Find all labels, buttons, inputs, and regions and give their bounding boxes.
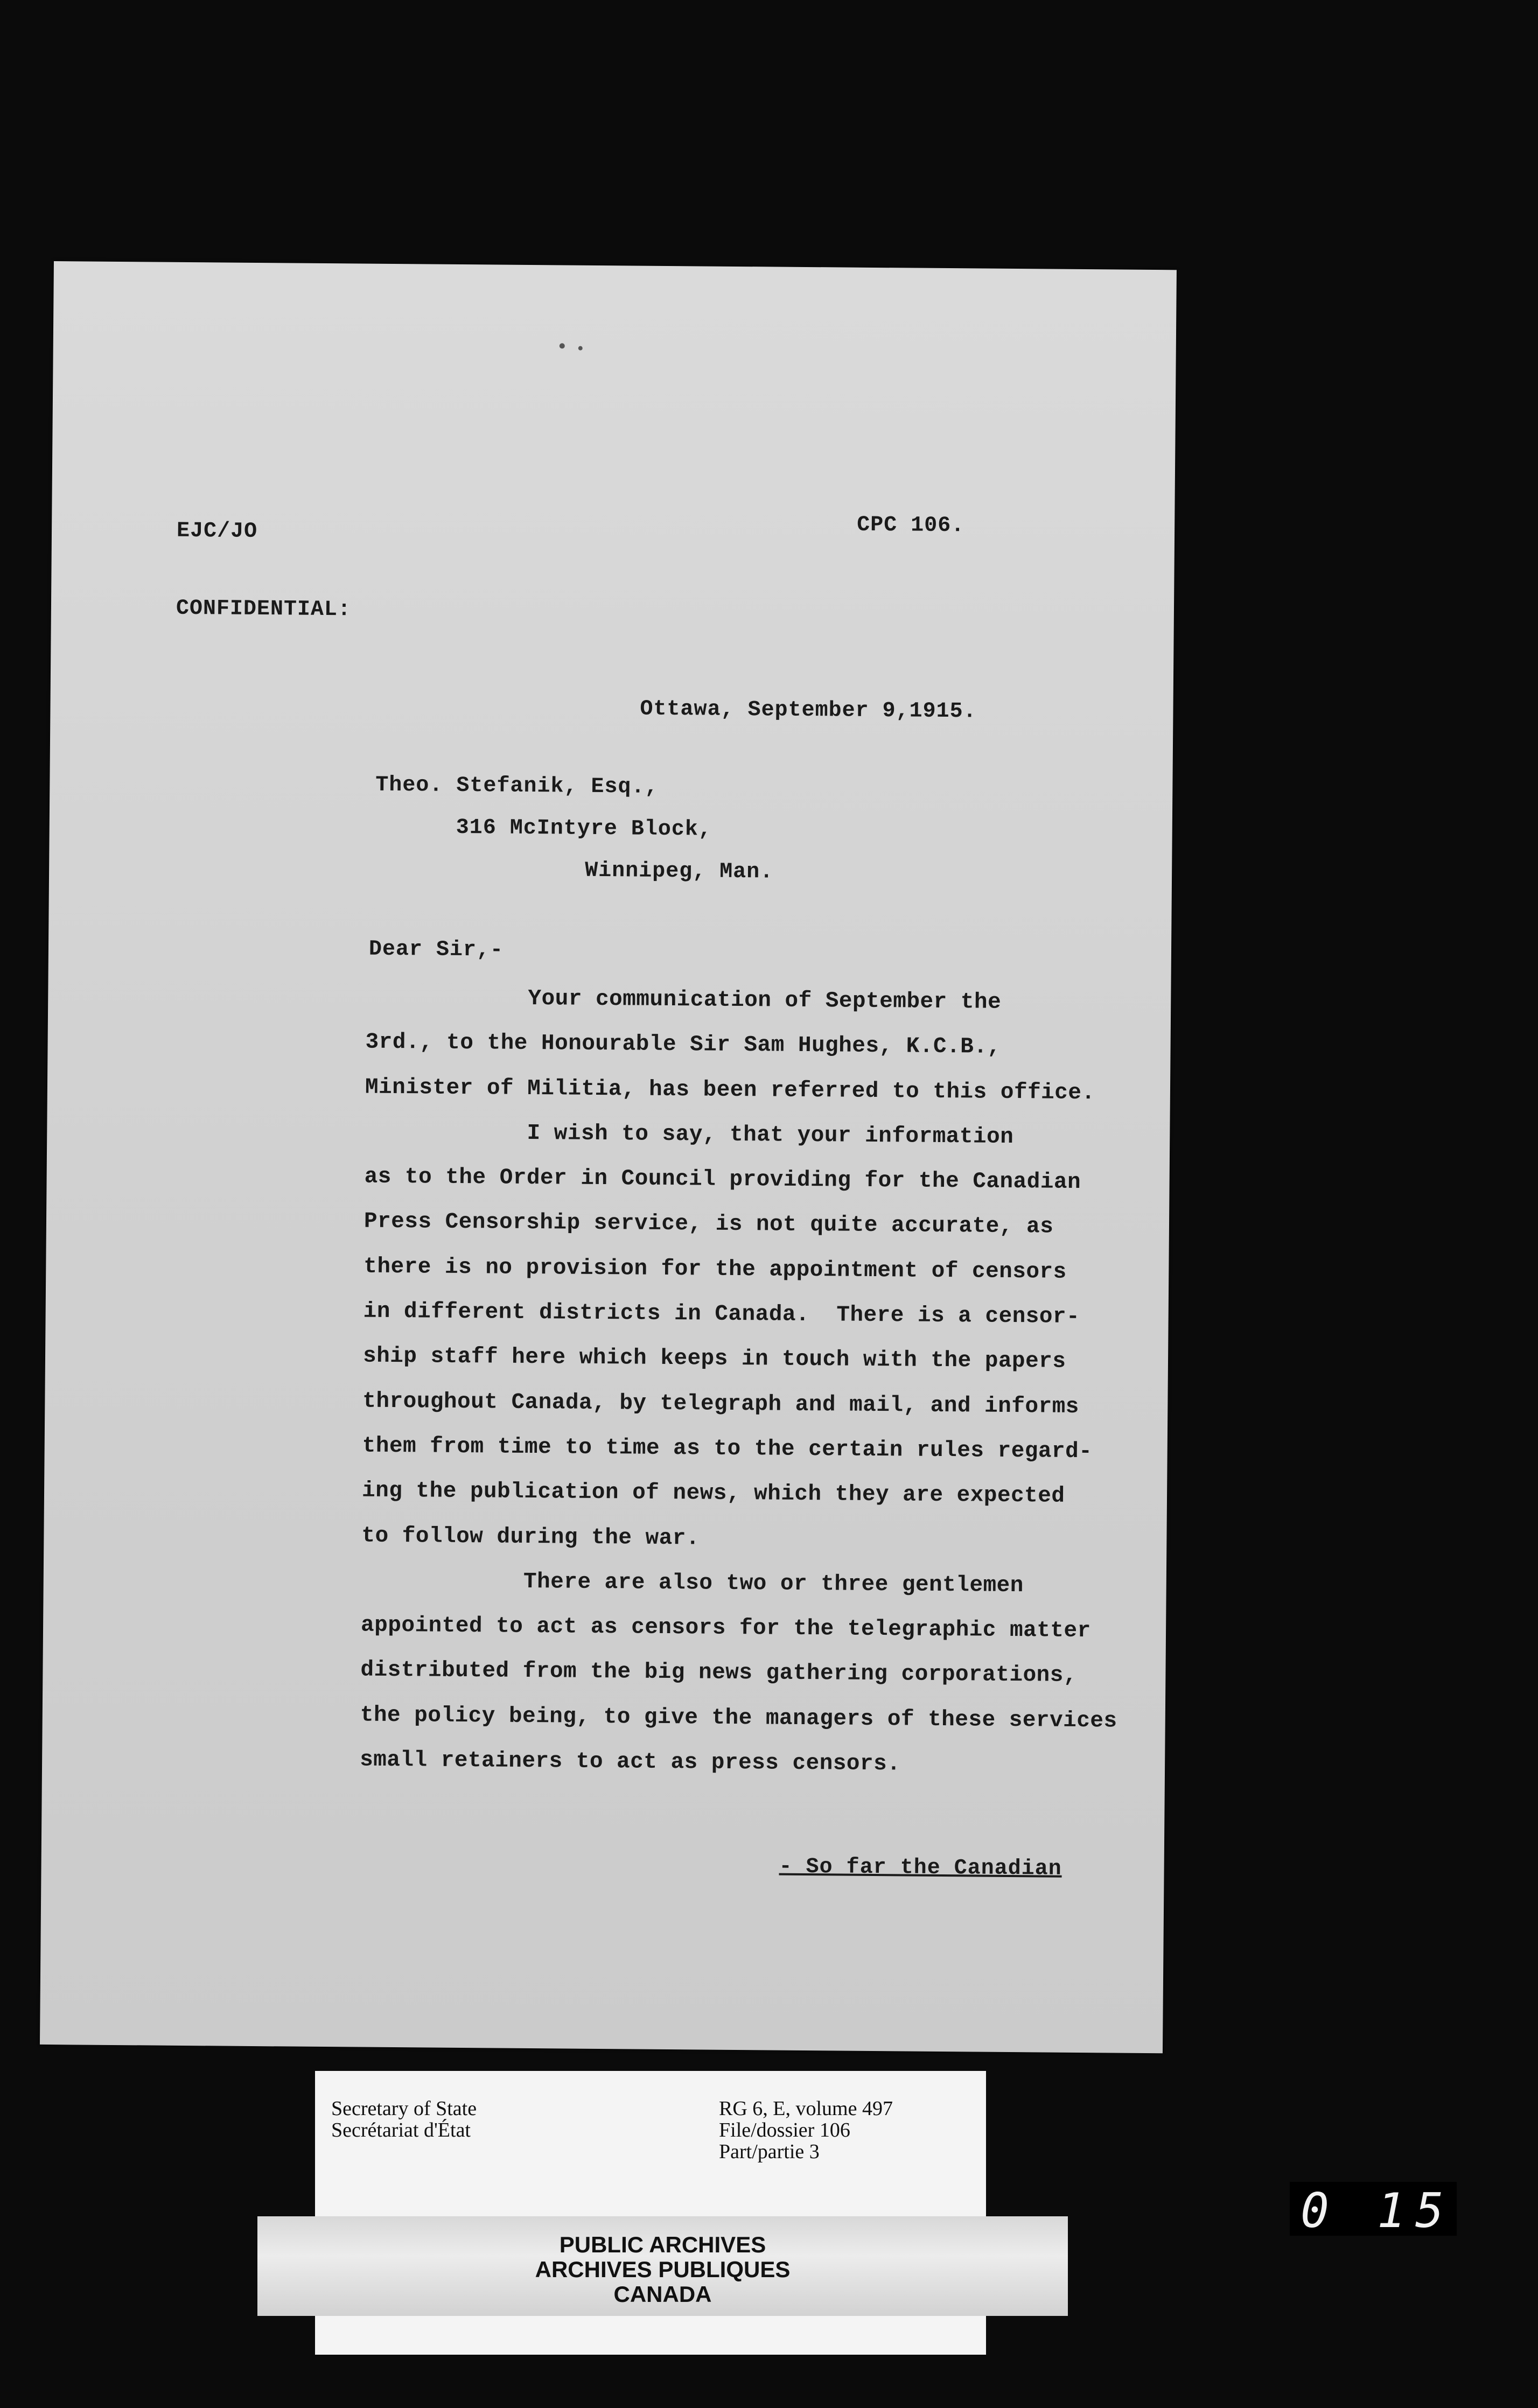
body-line: in different districts in Canada. There is a censor- bbox=[363, 1299, 1080, 1330]
body-line: Your communication of September the bbox=[366, 985, 1002, 1015]
letter-body bbox=[360, 976, 1163, 1789]
initials-ref: EJC/JO bbox=[176, 519, 258, 544]
record-creator bbox=[331, 2098, 477, 2141]
creator-english: Secretary of State bbox=[331, 2097, 477, 2120]
body-line: There are also two or three gentlemen bbox=[361, 1568, 1024, 1599]
body-line: to follow during the war. bbox=[361, 1523, 700, 1551]
body-line: ing the publication of news, which they are expected bbox=[361, 1478, 1065, 1509]
ink-speck bbox=[560, 343, 565, 348]
addressee-street: 316 McIntyre Block, bbox=[456, 815, 712, 842]
archives-banner bbox=[257, 2216, 1068, 2316]
body-line: I wish to say, that your information bbox=[365, 1119, 1014, 1150]
body-line: them from time to time as to the certain rules regard- bbox=[362, 1433, 1093, 1465]
archives-french: ARCHIVES PUBLIQUES bbox=[535, 2257, 791, 2282]
archives-english: PUBLIC ARCHIVES bbox=[559, 2232, 766, 2257]
addressee-city: Winnipeg, Man. bbox=[584, 858, 774, 885]
file-reference: CPC 106. bbox=[857, 513, 965, 538]
body-line: 3rd., to the Honourable Sir Sam Hughes, K.C.B., bbox=[365, 1030, 1001, 1060]
body-line: ship staff here which keeps in touch with the papers bbox=[362, 1343, 1066, 1375]
body-line: throughout Canada, by telegraph and mail, and informs bbox=[362, 1389, 1080, 1419]
record-group: RG 6, E, volume 497 bbox=[719, 2097, 893, 2120]
ink-speck bbox=[578, 346, 583, 351]
part-number: Part/partie 3 bbox=[719, 2140, 820, 2163]
body-line: Minister of Militia, has been referred to this office. bbox=[365, 1075, 1095, 1105]
frame-number: 0 15 bbox=[1301, 2183, 1453, 2238]
letter-page bbox=[40, 261, 1177, 2053]
frame-counter bbox=[1290, 2182, 1457, 2236]
archives-country: CANADA bbox=[613, 2281, 712, 2307]
body-line: as to the Order in Council providing for the Canadian bbox=[364, 1164, 1081, 1195]
body-line: appointed to act as censors for the telegraphic matter bbox=[360, 1613, 1091, 1644]
reference-block bbox=[176, 467, 352, 675]
body-line: Press Censorship service, is not quite accurate, as bbox=[363, 1209, 1054, 1240]
body-line: there is no provision for the appointment of censors bbox=[363, 1254, 1067, 1285]
addressee-name: Theo. Stefanik, Esq., bbox=[375, 773, 659, 800]
dateline: Ottawa, September 9,1915. bbox=[640, 697, 977, 724]
record-reference bbox=[719, 2098, 893, 2162]
body-line: distributed from the big news gathering corporations, bbox=[360, 1658, 1078, 1689]
body-line: small retainers to act as press censors. bbox=[359, 1747, 901, 1777]
continuation-line: - So far the Canadian bbox=[779, 1854, 1062, 1881]
body-line: the policy being, to give the managers of these services bbox=[360, 1703, 1117, 1734]
creator-french: Secrétariat d'État bbox=[331, 2119, 471, 2141]
salutation: Dear Sir,- bbox=[368, 937, 504, 963]
file-number: File/dossier 106 bbox=[719, 2119, 850, 2141]
confidential-mark: CONFIDENTIAL: bbox=[176, 596, 352, 622]
